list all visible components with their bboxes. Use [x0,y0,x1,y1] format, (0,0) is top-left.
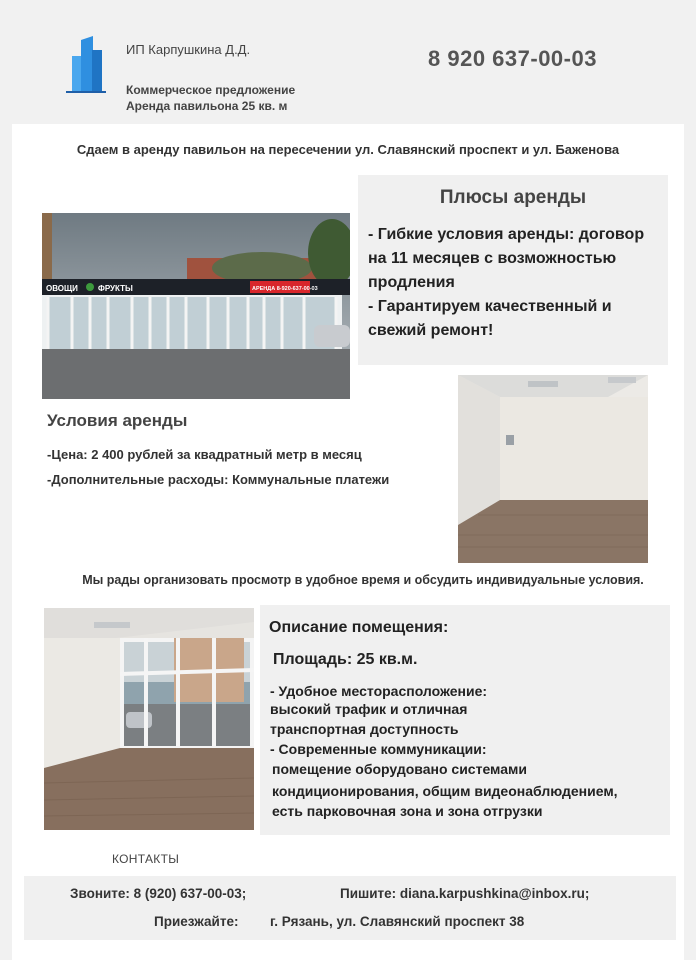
storefront-sign-left: ОВОЩИ [46,284,78,293]
offer-subtitle: Аренда павильона 25 кв. м [126,99,288,113]
condition-extra-costs: -Дополнительные расходы: Коммунальные платежи [47,472,390,487]
description-title: Описание помещения: [269,619,449,636]
storefront-photo [42,213,350,399]
description-line: есть парковочная зона и зона отгрузки [272,803,543,819]
header [0,0,696,124]
contact-address: г. Рязань, ул. Славянский проспект 38 [270,914,525,929]
room-photo [458,375,648,563]
company-name: ИП Карпушкина Д.Д. [126,42,251,57]
advantage-item: - Гарантируем качественный и свежий ремонт! [368,298,612,339]
description-line: помещение оборудовано системами [272,761,527,777]
offer-title: Коммерческое предложение [126,83,296,97]
description-box [260,605,670,835]
advantages-box [358,175,668,365]
contact-visit-label: Приезжайте: [154,914,239,929]
conditions-title: Условия аренды [47,411,188,430]
advantage-item: - Гибкие условия аренды: договор на 11 месяцев с возможностью продления [368,226,645,291]
building-icon [64,36,108,96]
condition-price: -Цена: 2 400 рублей за квадратный метр в месяц [47,447,362,462]
storefront-rent-sign: АРЕНДА 8-920-637-00-03 [252,286,318,292]
description-area: Площадь: 25 кв.м. [273,651,418,668]
description-line: - Удобное месторасположение: [270,683,488,699]
advantages-title: Плюсы аренды [439,187,587,208]
viewing-note: Мы рады организовать просмотр в удобное время и обсудить индивидуальные условия. [82,573,644,587]
contact-phone: Звоните: 8 (920) 637-00-03; [70,886,247,901]
contact-email: Пишите: diana.karpushkina@inbox.ru; [340,886,590,901]
room-windows-photo [44,608,254,830]
header-phone: 8 920 637-00-03 [428,46,597,71]
contacts-box [24,876,676,940]
intro-text: Сдаем в аренду павильон на пересечении ул. Славянский проспект и ул. Баженова [76,142,620,157]
description-line: транспортная доступность [270,721,459,737]
contacts-label: КОНТАКТЫ [112,852,180,866]
description-line: кондиционирования, общим видеонаблюдением, [272,783,618,799]
storefront-sign-right: ФРУКТЫ [98,284,133,293]
description-line: - Современные коммуникации: [270,741,487,757]
description-line: высокий трафик и отличная [270,701,468,717]
